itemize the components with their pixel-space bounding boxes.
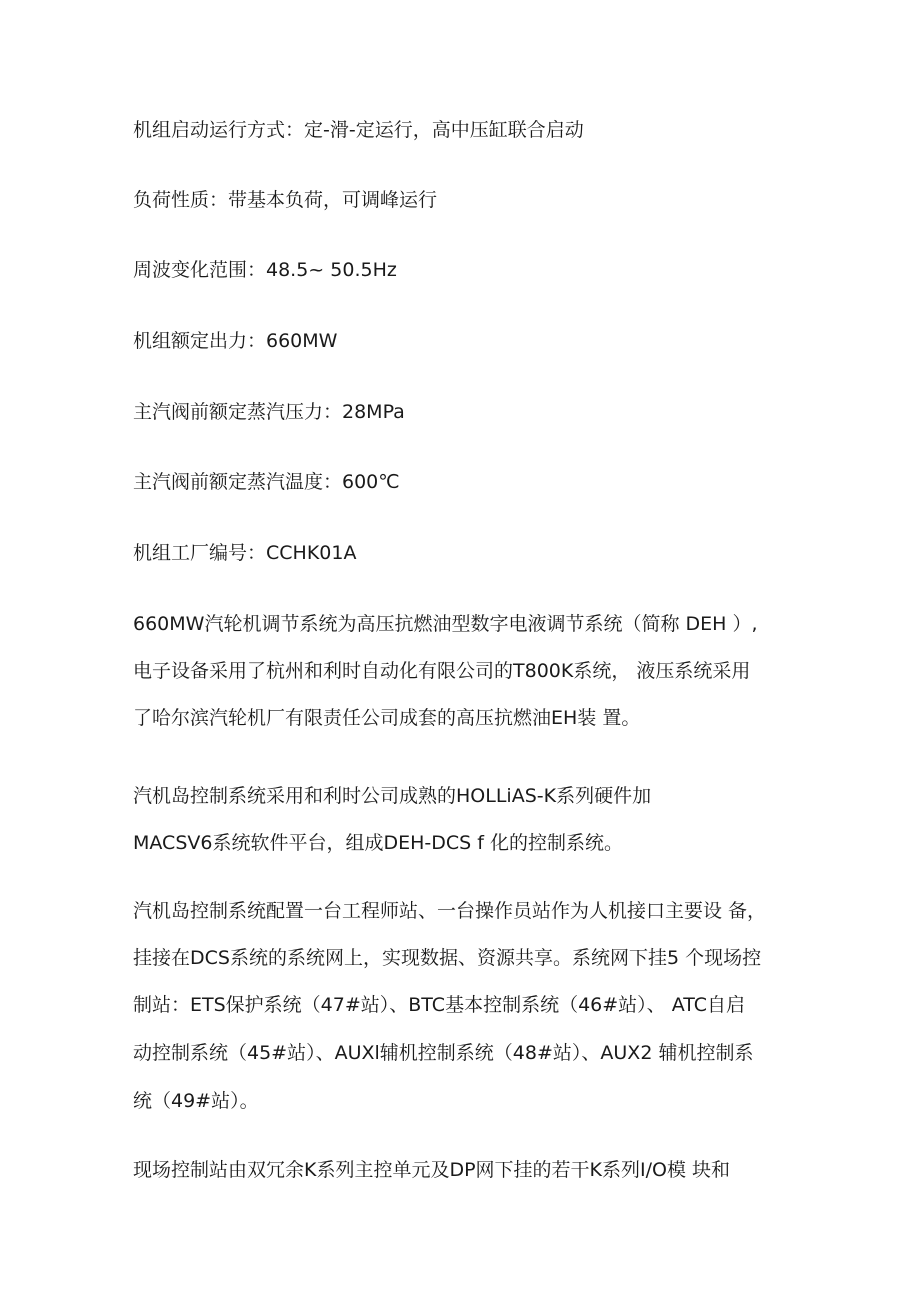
paragraph1-line2: 电子设备采用了杭州和利时自动化有限公司的T800K系统， 液压系统采用	[133, 660, 751, 682]
spec-factory-number: 机组工厂编号：CCHK01A	[133, 542, 357, 564]
spec-frequency-range: 周波变化范围：48.5~ 50.5Hz	[133, 259, 397, 281]
paragraph1-line1: 660MW汽轮机调节系统为高压抗燃油型数字电液调节系统（简称 DEH ）,	[133, 613, 758, 635]
paragraph2-line2: MACSV6系统软件平台，组成DEH-DCS f 化的控制系统。	[133, 832, 623, 854]
paragraph2-line1: 汽机岛控制系统采用和利时公司成熟的HOLLiAS-K系列硬件加	[133, 785, 652, 807]
spec-rated-pressure: 主汽阀前额定蒸汽压力：28MPa	[133, 401, 405, 423]
paragraph3-line4: 动控制系统（45#站）、AUXl辅机控制系统（48#站）、AUX2 辅机控制系	[133, 1042, 754, 1064]
spec-rated-temperature: 主汽阀前额定蒸汽温度：600℃	[133, 471, 400, 493]
paragraph3-line5: 统（49#站）。	[133, 1090, 259, 1112]
paragraph1-line3: 了哈尔滨汽轮机厂有限责任公司成套的高压抗燃油EH装 置。	[133, 707, 641, 729]
paragraph3-line3: 制站：ETS保护系统（47#站）、BTC基本控制系统（46#站）、 ATC自启	[133, 994, 745, 1016]
paragraph4-line1: 现场控制站由双冗余K系列主控单元及DP网下挂的若干K系列I/O模 块和	[133, 1159, 731, 1181]
spec-rated-output: 机组额定出力：660MW	[133, 330, 338, 352]
paragraph3-line1: 汽机岛控制系统配置一台工程师站、一台操作员站作为人机接口主要设 备，	[133, 900, 767, 922]
paragraph3-line2: 挂接在DCS系统的系统网上，实现数据、资源共享。系统网下挂5 个现场控	[133, 947, 762, 969]
spec-load-type: 负荷性质：带基本负荷，可调峰运行	[133, 189, 438, 211]
spec-startup-mode: 机组启动运行方式：定-滑-定运行，高中压缸联合启动	[133, 119, 584, 141]
